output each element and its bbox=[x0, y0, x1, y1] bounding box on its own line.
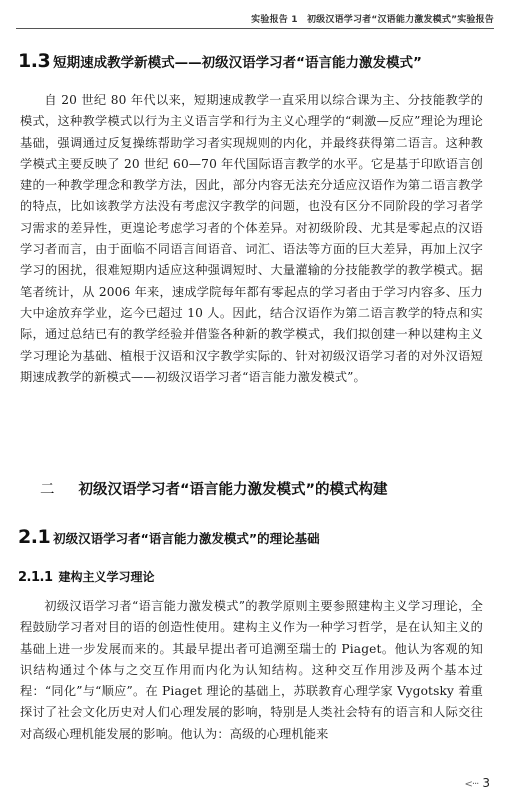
subsection-title: 建构主义学习理论 bbox=[58, 570, 155, 584]
page-arrow-icon: <··· bbox=[464, 779, 479, 790]
subsection-heading-2-1-1 bbox=[18, 568, 155, 585]
chapter-title: 初级汉语学习者“语言能力激发模式”的模式构建 bbox=[78, 482, 388, 498]
running-header: 实验报告 1 初级汉语学习者“汉语能力激发模式”实验报告 bbox=[251, 15, 494, 25]
chapter-number: 二 bbox=[40, 482, 55, 498]
body-paragraph-2: 初级汉语学习者“语言能力激发模式”的教学原则主要参照建构主义学习理论，全程鼓励学习者对目的语的创造性使用。建构主义作为一种学习哲学，是在认知主义的基础上进一步发展而来的。其最早提出者可追溯至瑞士的 Piaget。他认为客观的知识结构通过个体与之交互作用而内化为认知结构。这种交互作用涉及两个基本过程：“同化”与“顺应”。在 Piaget 理论的基础上，苏联教育心理学家 Vygotsky 着重探讨了社会文化历史对人们心理发展的影响，特别是人类社会特有的语言和人际交往对高级心理机能发展的影响。他认为：高级的心理机能来 bbox=[20, 599, 483, 741]
section-title: 短期速成教学新模式——初级汉语学习者“语言能力激发模式” bbox=[53, 55, 422, 71]
subsection-number: 2.1.1 bbox=[18, 570, 53, 585]
page-number: 3 bbox=[482, 776, 490, 790]
section-heading-1-3 bbox=[18, 50, 422, 72]
section-heading-2-1 bbox=[18, 526, 320, 548]
page-footer bbox=[464, 776, 490, 790]
section-title: 初级汉语学习者“语言能力激发模式”的理论基础 bbox=[53, 531, 320, 546]
section-number: 1.3 bbox=[18, 50, 51, 72]
chapter-heading-2 bbox=[40, 478, 388, 499]
body-paragraph-1: 自 20 世纪 80 年代以来，短期速成教学一直采用以综合课为主、分技能教学的模式，这种教学模式以行为主义语言学和行为主义心理学的“刺激—反应”理论为理论基础，强调通过反复操练帮助学习者实现规则的内化，并最终获得第二语言。这种教学模式主要反映了 20 世纪 60—70 年代国际语言教学的水平。它是基于印欧语言创建的一种教学理念和教学方法，因此，部分内容无法充分适应汉语作为第二语言教学的特点，比如该教学方法没有考虑汉字教学的问题，也没有区分不同阶段的学习者学习需求的差异性，更遑论考虑学习者的个体差异。对初级阶段、尤其是零起点的汉语学习者而言，由于面临不同语言间语音、词汇、语法等方面的巨大差异，再加上汉字学习的困扰，很难短期内适应这种强调短时、大量灌输的分技能教学的教学模式。据笔者统计，从 2006 年来，速成学院每年都有零起点的学习者由于学习内容多、压力大中途放弃学业，迄今已超过 10 人。因此，结合汉语作为第二语言教学的特点和实际，通过总结已有的教学经验并借鉴各种新的教学模式，我们拟创建一种以建构主义学习理论为基础、植根于汉语和汉字教学实际的、针对初级汉语学习者的对外汉语短期速成教学的新模式——初级汉语学习者“语言能力激发模式”。 bbox=[20, 93, 483, 384]
header-divider bbox=[16, 28, 494, 29]
section-number: 2.1 bbox=[18, 526, 51, 548]
